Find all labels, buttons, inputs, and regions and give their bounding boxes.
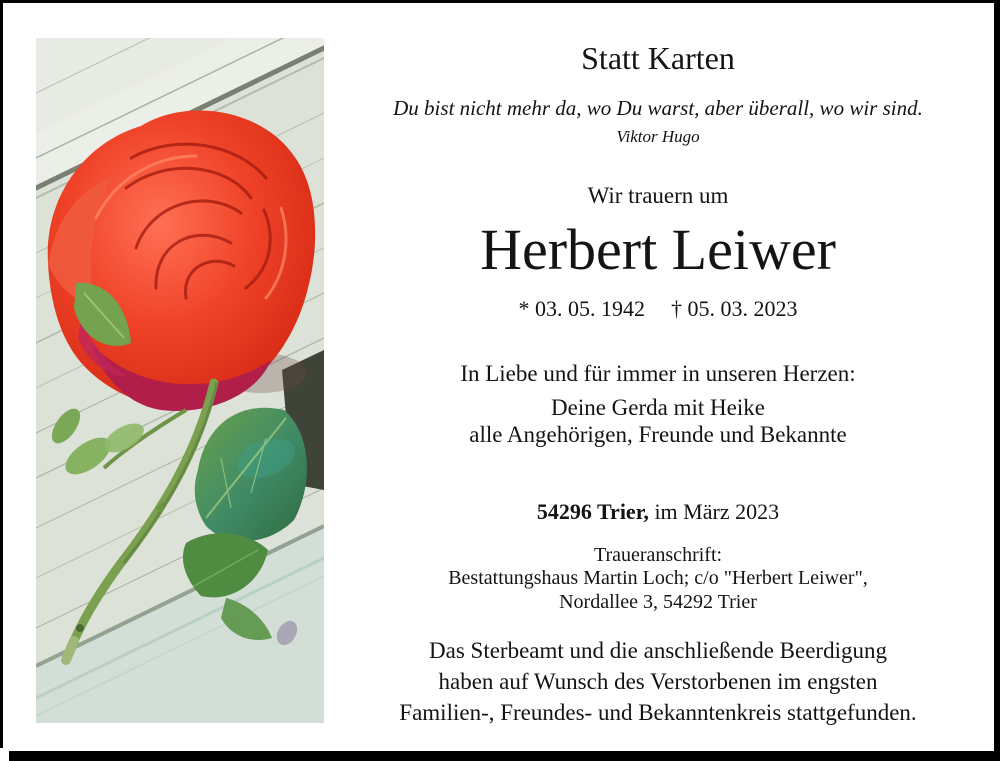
notice-text-column — [330, 0, 986, 761]
quote-author: Viktor Hugo — [616, 127, 700, 146]
city-postal: 54296 Trier, — [536, 499, 649, 524]
closing-line-1: Das Sterbeamt und die anschließende Beerdigung — [429, 638, 887, 663]
closing-paragraph — [330, 635, 986, 728]
frame-border-left — [0, 0, 3, 748]
address-line-2: Nordallee 3, 54292 Trier — [559, 591, 757, 613]
mourner-line-2: alle Angehörigen, Freunde und Bekannte — [469, 422, 847, 447]
closing-line-3: Familien-, Freundes- und Bekanntenkreis stattgefunden. — [399, 700, 917, 725]
notice-date: im März 2023 — [648, 499, 780, 524]
birth-date: * 03. 05. 1942 — [518, 296, 645, 321]
intro-line: Wir trauern um — [587, 183, 729, 208]
mourner-line-1: Deine Gerda mit Heike — [551, 395, 765, 420]
frame-border-right — [994, 2, 1000, 761]
death-date: † 05. 03. 2023 — [671, 296, 798, 321]
tribute-line: In Liebe und für immer in unseren Herzen: — [460, 361, 856, 386]
address-label: Traueranschrift: — [593, 544, 723, 566]
closing-line-2: haben auf Wunsch des Verstorbenen im engsten — [438, 669, 878, 694]
city-date-line — [330, 499, 986, 525]
life-dates — [330, 296, 986, 322]
rose-photo — [36, 38, 324, 723]
header-statt-karten: Statt Karten — [581, 40, 735, 76]
memorial-quote: Du bist nicht mehr da, wo Du warst, aber überall, wo wir sind. — [393, 96, 923, 120]
deceased-name: Herbert Leiwer — [480, 217, 836, 282]
address-line-1: Bestattungshaus Martin Loch; c/o "Herbert Leiwer", — [448, 567, 868, 589]
